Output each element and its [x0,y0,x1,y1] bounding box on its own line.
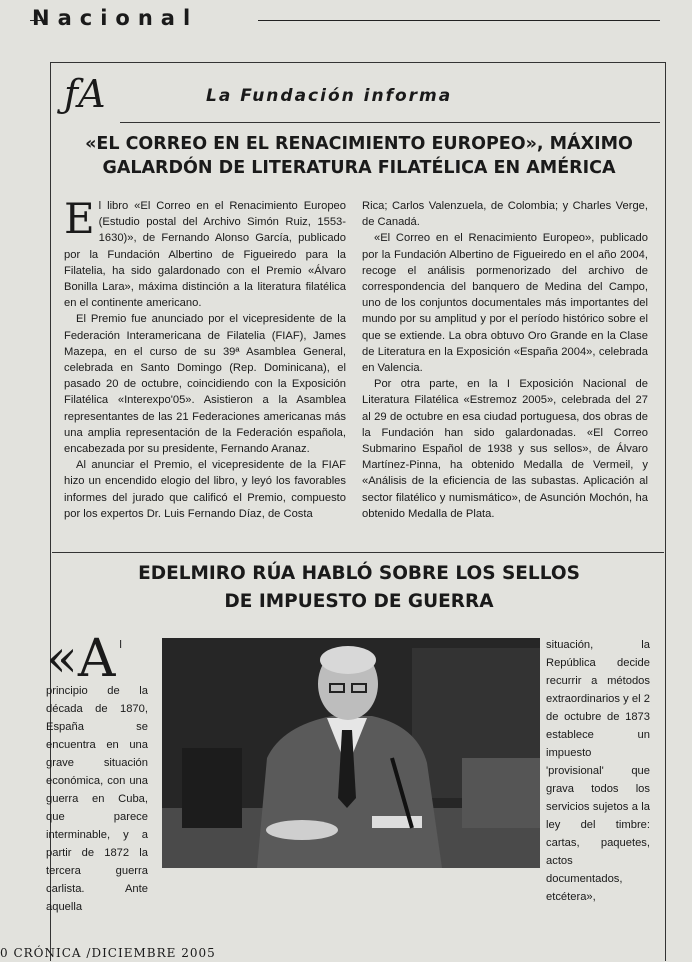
column-banner: La Fundación informa [206,86,453,106]
paragraph: Por otra parte, en la I Exposición Nacional de Literatura Filatélica «Estremoz 2005», celebrada del 27 al 29 de octubre en esa ciudad portuguesa, dos obras de la Fundación han sido galardonadas. «El Correo Submarino Español de 1938 y sus sellos», de Álvaro Martínez-Pinna, ha obtenido Medalla de Vermeil, y «Análisis de la eficiencia de las subastas. Aplicación al sector filatélico y numismático», de Asunción Mochón, ha obtenido Medalla de Plata. [362,378,648,520]
headline-line-1: «EL CORREO EN EL RENACIMIENTO EUROPEO», MÁXIMO [85,134,633,154]
paragraph: l libro «El Correo en el Renacimiento Europeo (Estudio postal del Archivo Simón Ruiz, 1553-1630)», de Fernando Alonso García, publicado por la Fundación Albertino de Figueiredo para la Filatelia, ha sido galardonado con el Premio «Álvaro Bonilla Lara», máxima distinción a la literatura filatélica en el continente americano. [64,200,346,310]
article2-headline [64,560,654,616]
logo-mark-icon: ƒA [64,72,106,116]
headline-line-2: DE IMPUESTO DE GUERRA [224,591,494,612]
foundation-logo [62,72,120,124]
page-footer: 0 CRÓNICA /DICIEMBRE 2005 [0,946,216,960]
headline-line-2: GALARDÓN DE LITERATURA FILATÉLICA EN AMÉRICA [102,158,616,178]
photo-illustration [162,638,540,868]
article2-col-right [546,636,650,906]
banner-rule [120,122,660,123]
drop-cap: E [64,194,95,243]
paragraph: l principio de la década de 1870, España se encuentra en una grave situación económica, con una guerra en Cuba, que parece interminable, y a partir de 1872 la tercera guerra carlista. Ante aquella [46,639,148,913]
drop-quote: «A [46,629,116,689]
paragraph: Rica; Carlos Valenzuela, de Colombia; y Charles Verge, de Canadá. [362,200,648,229]
headline-line-1: EDELMIRO RÚA HABLÓ SOBRE LOS SELLOS [138,563,580,584]
article1-col-left [64,194,346,522]
section-title: Nacional [32,6,199,30]
paragraph: situación, la República decide recurrir a métodos extraordinarios y el 2 de octubre de 1873 establece un impuesto 'provisional' que grava todos los servicios sujetos a la ley del timbre: cartas, paquetes, actos documentados, etcétera», [546,639,650,903]
paragraph: «El Correo en el Renacimiento Europeo», publicado por la Fundación Albertino de Figueiredo en el año 2004, recoge el análisis pormenorizado del archivo de correspondencia del banquero de Medina del Campo, uno de los conjuntos documentales más importantes del mundo por su amplitud y por el período histórico sobre el que se extiende. La obra obtuvo Oro Grande en la Clase de Literatura en la Exposición «España 2004», celebrada en Valencia. [362,232,648,375]
paragraph: El Premio fue anunciado por el vicepresidente de la Federación Interamericana de Filatelia (FIAF), James Mazepa, en el curso de su 39ª Asamblea General, celebrada en Santo Domingo (Rep. Dominicana), el pasado 20 de octubre, coincidiendo con la Exposición Filatélica «Interexpo'05». Asistieron a la Asamblea representantes de las 21 Federaciones americanas más una amplia representación de la Federación española, encabezada por su presidente, Fernando Aranaz. [64,313,346,456]
article2-col-left [46,629,148,916]
article-divider [52,552,664,553]
section-rule [258,20,660,21]
paragraph: Al anunciar el Premio, el vicepresidente de la FIAF hizo un encendido elogio del libro, y leyó los favorables informes del jurado que calificó el Premio, compuesto por los expertos Dr. Luis Fernando Díaz, de Costa [64,459,346,520]
speaker-photo [162,638,540,868]
article1-col-right [362,198,648,522]
article1-headline [64,132,654,180]
